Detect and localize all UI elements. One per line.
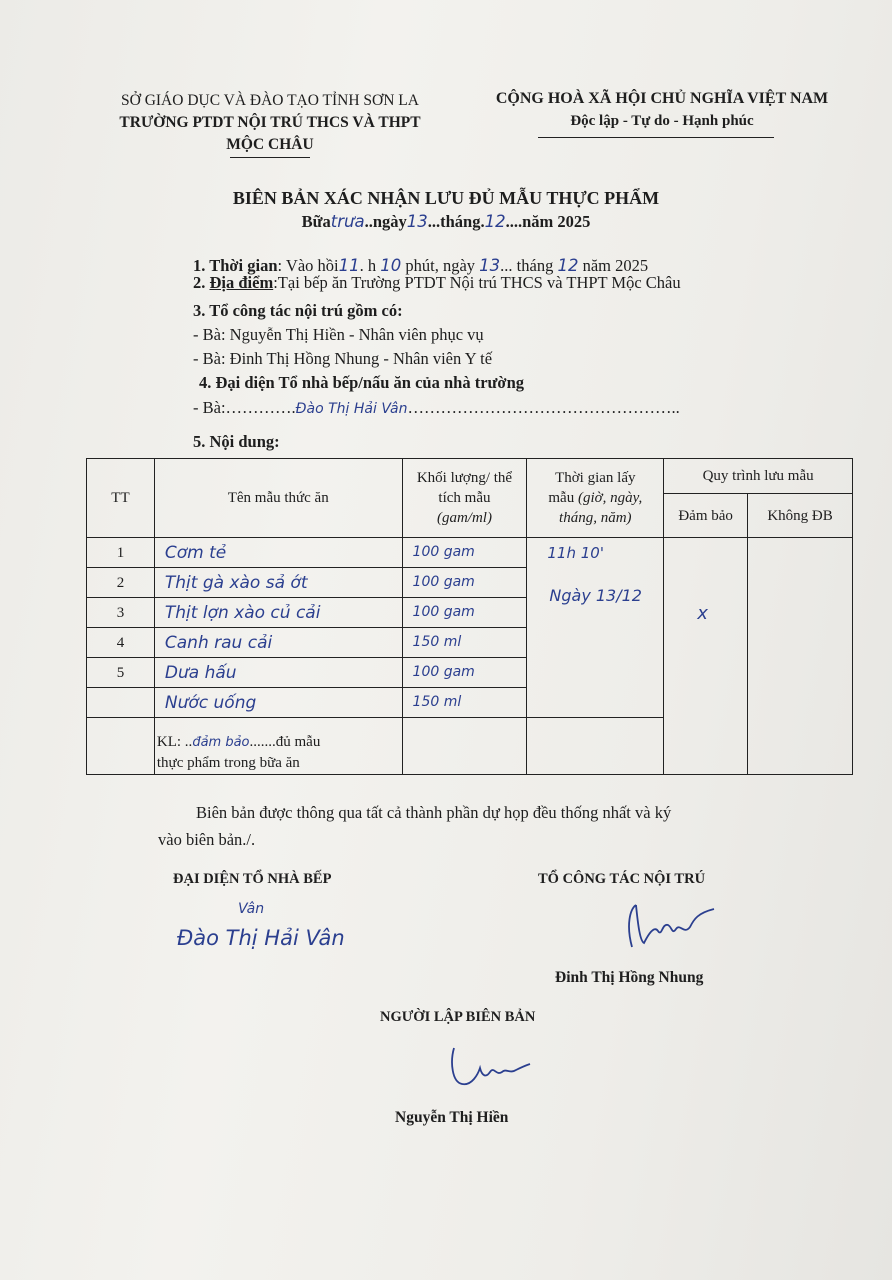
row-num: 1 [87, 538, 155, 568]
kitchen-representative: - Bà:………….Đào Thị Hải Vân………………………………………….. [193, 398, 680, 417]
meal-value: trưa [330, 212, 365, 231]
row-num: 4 [87, 628, 155, 658]
header-right-underline [538, 137, 774, 138]
recorder-title: NGƯỜI LẬP BIÊN BẢN [380, 1009, 536, 1025]
row-num: 3 [87, 598, 155, 628]
document-title: BIÊN BẢN XÁC NHẬN LƯU ĐỦ MẪU THỰC PHẨM [232, 188, 660, 208]
kl-weight-cell [402, 718, 527, 775]
conclusion-cell: KL: ..đảm bảo.......đủ mẫu thực phẩm trong bữa ăn [154, 718, 402, 775]
food-name: Nước uống [154, 688, 402, 718]
food-weight: 100 gam [402, 568, 527, 598]
header-time: Thời gian lấy mẫu (giờ, ngày, tháng, năm) [527, 459, 664, 538]
food-sample-table [86, 458, 853, 775]
header-not-ensured: Không ĐB [748, 494, 853, 538]
header-tt: TT [87, 459, 155, 538]
food-weight: 100 gam [402, 598, 527, 628]
header-ensured: Đảm bảo [664, 494, 748, 538]
team-member-2: - Bà: Đinh Thị Hồng Nhung - Nhân viên Y tế [193, 349, 493, 368]
row-num: 2 [87, 568, 155, 598]
kl-empty-cell [87, 718, 155, 775]
food-weight: 150 ml [402, 628, 527, 658]
not-ensured-cell [748, 538, 853, 775]
kl-time-cell [527, 718, 664, 775]
food-name: Cơm tẻ [154, 538, 402, 568]
kitchen-signature: Vân [238, 901, 265, 917]
recorder-name: Nguyễn Thị Hiền [395, 1109, 509, 1126]
food-weight: 100 gam [402, 658, 527, 688]
header-food-name: Tên mẫu thức ăn [154, 459, 402, 538]
food-name: Thịt gà xào sả ớt [154, 568, 402, 598]
header-left [88, 90, 452, 156]
header-weight: Khối lượng/ thể tích mẫu (gam/ml) [402, 459, 527, 538]
section-time: 1. Thời gian: Vào hồi11. h 10 phút, ngày 13... tháng 12 năm 2025 [193, 256, 649, 275]
section-location: 2. Địa điểm:Tại bếp ăn Trường PTDT Nội trú THCS và THPT Mộc Châu [193, 273, 681, 292]
food-weight: 100 gam [402, 538, 527, 568]
kitchen-rep-title: ĐẠI DIỆN TỔ NHÀ BẾP [173, 871, 332, 887]
ensured-mark: x [697, 603, 708, 624]
food-name: Dưa hấu [154, 658, 402, 688]
header-right [470, 88, 854, 132]
boarding-team-title: TỔ CÔNG TÁC NỘI TRÚ [538, 871, 706, 887]
country-name: CỘNG HOÀ XÃ HỘI CHỦ NGHĨA VIỆT NAM [495, 90, 829, 107]
closing-line2: vào biên bản./. [158, 830, 256, 849]
section-kitchen-heading: 4. Đại diện Tổ nhà bếp/nấu ăn của nhà trường [199, 373, 524, 392]
header-procedure: Quy trình lưu mẫu [664, 459, 853, 494]
row-num: 5 [87, 658, 155, 688]
closing-line1: Biên bản được thông qua tất cả thành phần dự họp đều thống nhất và ký [196, 803, 672, 822]
document-subtitle: Bữatrưa..ngày13...tháng.12....năm 2025 [301, 212, 591, 231]
food-weight: 150 ml [402, 688, 527, 718]
boarding-signature-mark [618, 895, 728, 955]
school-name-line1: TRƯỜNG PTDT NỘI TRÚ THCS VÀ THPT [119, 114, 421, 131]
boarding-team-name: Đinh Thị Hồng Nhung [555, 969, 704, 986]
row-num [87, 688, 155, 718]
kitchen-handwritten-name: Đào Thị Hải Vân [177, 926, 345, 950]
sampling-date: Ngày 13/12 [549, 586, 642, 605]
ensured-cell [664, 538, 748, 775]
team-member-1: - Bà: Nguyễn Thị Hiền - Nhân viên phục vụ [193, 325, 484, 344]
recorder-signature-mark [446, 1042, 536, 1094]
school-name-line2: MỘC CHÂU [226, 136, 314, 153]
motto: Độc lập - Tự do - Hạnh phúc [570, 113, 754, 129]
food-name: Canh rau cải [154, 628, 402, 658]
header-left-underline [230, 157, 310, 158]
section-team-heading: 3. Tổ công tác nội trú gồm có: [193, 301, 403, 320]
section-content-heading: 5. Nội dung: [193, 432, 280, 451]
sampling-time: 11h 10' [547, 544, 604, 562]
department-name: SỞ GIÁO DỤC VÀ ĐÀO TẠO TỈNH SƠN LA [121, 92, 419, 109]
sampling-time-cell [527, 538, 664, 718]
food-name: Thịt lợn xào củ cải [154, 598, 402, 628]
